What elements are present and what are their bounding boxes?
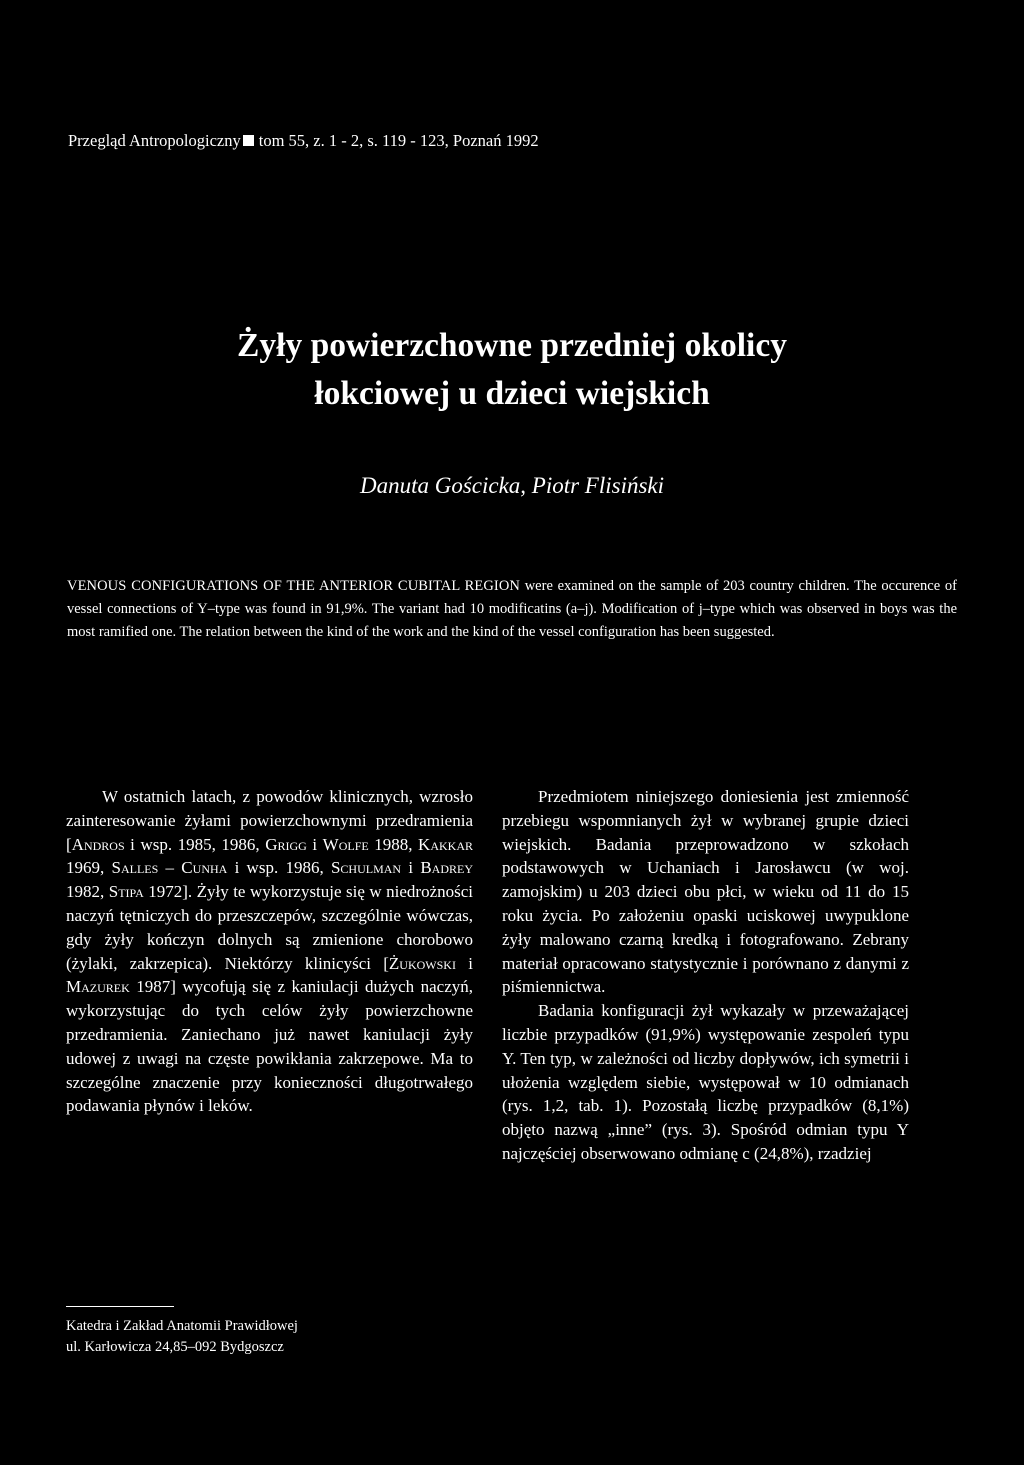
text-run: 1987] wycofują się z kaniulacji dużych naczyń, wykorzystując do tych celów żyły powierzchowne przedramienia. Zaniechano już nawet kaniulacji żyły udowej z uwagi na częste powikłania zakrzepowe. Ma to szczególne znaczenie przy konieczności długotrwałego podawania płynów i leków. [66, 977, 473, 1116]
affiliation [66, 1316, 486, 1357]
cited-author: Badrey [420, 858, 473, 878]
text-run: i [455, 953, 473, 973]
abstract-lead: VENOUS CONFIGURATIONS OF THE ANTERIOR CUBITAL REGION [67, 578, 520, 594]
running-header [68, 131, 968, 151]
text-run: i wsp. 1985, 1986, [124, 834, 266, 854]
affiliation-line-2: ul. Karłowicza 24,85–092 Bydgoszcz [66, 1338, 284, 1355]
cited-author: Andros [71, 834, 125, 854]
cited-author: Grigg [265, 834, 307, 854]
right-column [502, 785, 909, 1166]
left-column [66, 785, 473, 1118]
abstract-body: were examined on the sample of 203 country children. The occurence of vessel connections of Y–type was found in 91,9%. The variant had 10 modificatins (a–j). Modification of j–type which was observed in boys was the most ramified one. The relation between the kind of the work and the kind of the vessel configuration has been suggested. [67, 578, 957, 640]
article-authors: Danuta Gościcka, Piotr Flisiński [359, 473, 665, 498]
title-line-2: łokciowej u dzieci wiejskich [314, 375, 710, 412]
text-run: 1969, [66, 858, 112, 878]
square-bullet-icon [243, 135, 254, 146]
text-run: 1988, [368, 834, 419, 854]
text-run: i [401, 858, 421, 878]
abstract [67, 575, 957, 644]
issue-info: tom 55, z. 1 - 2, s. 119 - 123, Poznań 1992 [258, 131, 539, 150]
text-run: 1972]. Żyły te wykorzystuje się w niedrożności naczyń tętniczych do przeszczepów, szczególnie wówczas, gdy żyły kończyn dolnych są zmienione chorobowo (żylaki, zakrzepica). Niektórzy klinicyści [ [66, 882, 473, 973]
cited-author: Mazurek [66, 977, 130, 997]
footnote-rule [66, 1306, 174, 1307]
right-paragraph-1: Przedmiotem niniejszego doniesienia jest zmienność przebiegu wspomnianych żył w wybranej grupie dzieci wiejskich. Badania przeprowadzono w szkołach podstawowych w Uchaniach i Jarosławcu (w woj. zamojskim) u 203 dzieci obu płci, w wieku od 11 do 15 roku życia. Po założeniu opaski uciskowej uwypuklone żyły malowano czarną kredką i fotografowano. Zebrany materiał opracowano statystycznie i porównano z danymi z piśmiennictwa. [502, 787, 909, 997]
affiliation-line-1: Katedra i Zakład Anatomii Prawidłowej [66, 1318, 298, 1334]
text-run: i [306, 834, 323, 854]
journal-name: Przegląd Antropologiczny [68, 131, 241, 150]
cited-author: Stipa [108, 882, 144, 902]
cited-author: Kakkar [418, 834, 473, 854]
text-run: 1982, [66, 882, 109, 902]
article-title [60, 322, 964, 418]
title-line-1: Żyły powierzchowne przedniej okolicy [237, 327, 787, 364]
cited-author: Schulman [330, 858, 402, 878]
cited-author: Żukowski [388, 953, 456, 973]
left-paragraph [66, 785, 473, 1118]
text-run: W ostatnich latach, z powodów klinicznych, wzrosło zainteresowanie żyłami powierzchownymi przedramienia [ [66, 787, 473, 854]
text-run: i wsp. 1986, [227, 858, 331, 878]
cited-author: Wolfe [322, 834, 369, 854]
cited-author: Salles – Cunha [111, 858, 228, 878]
right-paragraph-2: Badania konfiguracji żył wykazały w przeważającej liczbie przypadków (91,9%) występowanie zespoleń typu Y. Ten typ, w zależności od liczby dopływów, ich symetrii i ułożenia względem siebie, występował w 10 odmianach (rys. 1,2, tab. 1). Pozostałą liczbę przypadków (8,1%) objęto nazwą „inne” (rys. 3). Spośród odmian typu Y najczęściej obserwowano odmianę c (24,8%), rzadziej [502, 1001, 909, 1163]
